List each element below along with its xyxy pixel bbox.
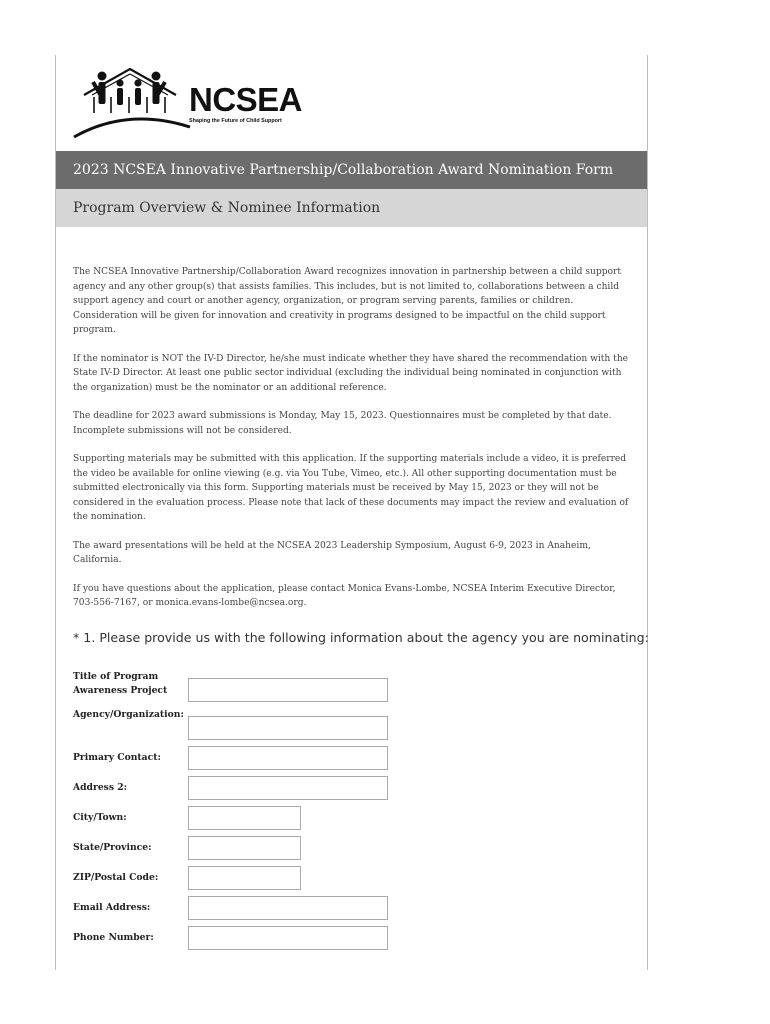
- intro-paragraph: The award presentations will be held at the NCSEA 2023 Leadership Symposium, August 6-9, 2023 in Anaheim, California.: [73, 540, 591, 565]
- ncsea-logo: [72, 65, 312, 141]
- logo-tagline: Shaping the Future of Child Support: [189, 118, 282, 124]
- intro-paragraph: The NCSEA Innovative Partnership/Collaboration Award recognizes innovation in partnership between a child support agency and any other group(s) that assists families. This includes, but is not limited to, collaborations between a child support agency and court or another agency, organization, or program serving parents, families or children. Consideration will be given for innovation and creativity in programs designed to be impactful on the child support program.: [73, 267, 621, 335]
- zip-label: ZIP/Postal Code:: [73, 872, 159, 883]
- agency-input[interactable]: [188, 716, 388, 740]
- agency-label: Agency/Organization:: [73, 709, 184, 720]
- city-label: City/Town:: [73, 812, 127, 823]
- phone-label: Phone Number:: [73, 932, 154, 943]
- question-1-text: * 1. Please provide us with the following information about the agency you are nominating:: [73, 630, 649, 645]
- intro-paragraph: The deadline for 2023 award submissions is Monday, May 15, 2023. Questionnaires must be completed by that date. Incomplete submissions will not be considered.: [73, 411, 612, 436]
- email-input[interactable]: [188, 896, 388, 920]
- phone-input[interactable]: [188, 926, 388, 950]
- email-label: Email Address:: [73, 902, 151, 913]
- form-page: [55, 55, 648, 970]
- section-title-bar: Program Overview & Nominee Information: [56, 189, 647, 227]
- intro-paragraph: Supporting materials may be submitted with this application. If the supporting materials include a video, it is preferred the video be available for online viewing (e.g. via You Tube, Vimeo, etc.). All other supporting documentation must be submitted electronically via this form. Supporting materials must be received by May 15, 2023 or they will not be considered in the evaluation process. Please note that lack of these documents may impact the review and evaluation of the nomination.: [73, 454, 629, 522]
- state-input[interactable]: [188, 836, 301, 860]
- primary-contact-label: Primary Contact:: [73, 752, 161, 763]
- program-title-label: Title of Program Awareness Project: [73, 671, 168, 696]
- form-title-bar: 2023 NCSEA Innovative Partnership/Collaboration Award Nomination Form: [56, 151, 647, 189]
- address-2-input[interactable]: [188, 776, 388, 800]
- address-2-label: Address 2:: [73, 782, 127, 793]
- city-input[interactable]: [188, 806, 301, 830]
- intro-paragraph: If you have questions about the application, please contact Monica Evans-Lombe, NCSEA Interim Executive Director, 703-556-7167, or monica.evans-lombe@ncsea.org.: [73, 583, 616, 608]
- zip-input[interactable]: [188, 866, 301, 890]
- intro-text: [73, 265, 633, 625]
- logo-house-figures-icon: [72, 65, 192, 141]
- intro-paragraph: If the nominator is NOT the IV-D Director, he/she must indicate whether they have shared the recommendation with the State IV-D Director. At least one public sector individual (excluding the individual being nominated in conjunction with the organization) must be the nominator or an additional reference.: [73, 353, 629, 393]
- state-label: State/Province:: [73, 842, 152, 853]
- primary-contact-input[interactable]: [188, 746, 388, 770]
- logo-wordmark: NCSEA: [189, 81, 303, 118]
- program-title-input[interactable]: [188, 678, 388, 702]
